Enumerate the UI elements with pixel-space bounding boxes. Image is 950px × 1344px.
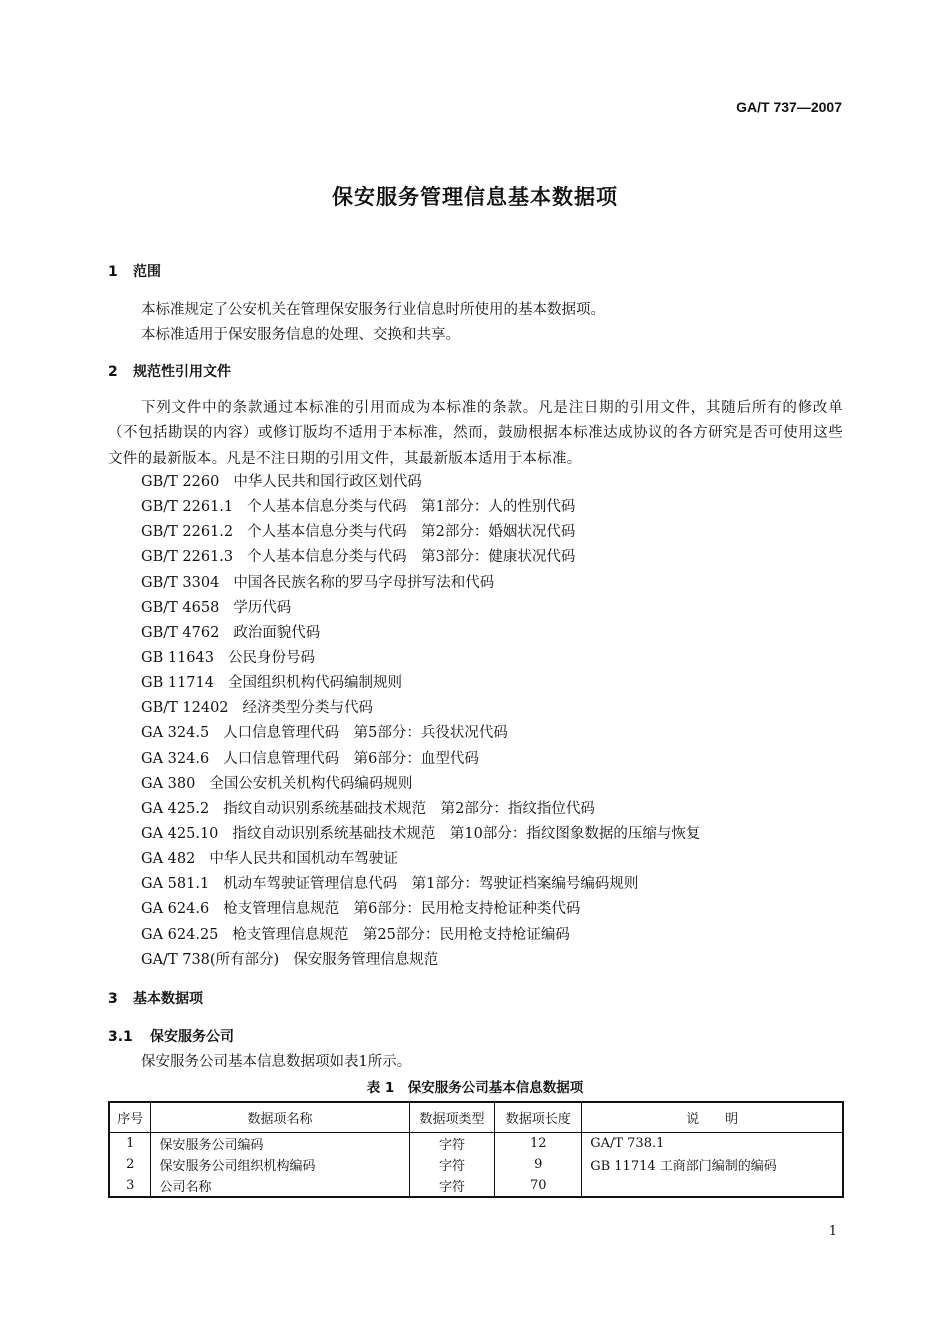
- reference-title: 公民身份号码: [227, 649, 315, 666]
- reference-code: GB/T 4762: [141, 624, 220, 641]
- table-row: [109, 1175, 843, 1197]
- reference-title: 经济类型分类与代码: [242, 700, 374, 717]
- cell-name: 保安服务公司编码: [151, 1133, 409, 1155]
- reference-code: GB/T 12402: [141, 700, 229, 717]
- cell-note: GA/T 738.1: [582, 1133, 843, 1155]
- reference-title: 枪支管理信息规范 第25部分：民用枪支持枪证编码: [232, 926, 570, 943]
- header-type: 数据项类型: [409, 1102, 495, 1133]
- reference-title: 个人基本信息分类与代码 第2部分：婚姻状况代码: [247, 524, 576, 541]
- reference-item: [141, 822, 700, 847]
- reference-item: [141, 772, 700, 797]
- cell-type: 字符: [409, 1175, 495, 1197]
- table-header-row: [109, 1102, 843, 1133]
- reference-item: [141, 847, 700, 872]
- reference-item: [141, 797, 700, 822]
- header-name: 数据项名称: [151, 1102, 409, 1133]
- scope-paragraph-1: 本标准规定了公安机关在管理保安服务行业信息时所使用的基本数据项。: [141, 302, 605, 318]
- reference-item: [141, 621, 700, 646]
- reference-item: [141, 646, 700, 671]
- cell-no: 1: [109, 1133, 151, 1155]
- reference-item: [141, 923, 700, 948]
- reference-title: 个人基本信息分类与代码 第1部分：人的性别代码: [247, 499, 576, 516]
- reference-code: GA/T 738(所有部分): [141, 951, 280, 968]
- reference-title: 机动车驾驶证管理信息代码 第1部分：驾驶证档案编号编码规则: [223, 876, 639, 893]
- reference-title: 指纹自动识别系统基础技术规范 第10部分：指纹图象数据的压缩与恢复: [232, 825, 701, 842]
- reference-code: GA 624.25: [141, 926, 219, 943]
- section-1-heading: [108, 261, 161, 281]
- reference-item: [141, 897, 700, 922]
- reference-item: [141, 520, 700, 545]
- reference-code: GA 581.1: [141, 876, 210, 893]
- reference-code: GB/T 4658: [141, 599, 220, 616]
- section-title: 范围: [133, 264, 161, 280]
- header-note: 说 明: [582, 1102, 843, 1133]
- reference-title: 人口信息管理代码 第6部分：血型代码: [223, 750, 479, 767]
- reference-code: GA 425.10: [141, 825, 219, 842]
- reference-item: [141, 721, 700, 746]
- reference-item: [141, 495, 700, 520]
- reference-title: 中华人民共和国机动车驾驶证: [209, 851, 398, 868]
- reference-item: [141, 596, 700, 621]
- reference-item: [141, 470, 700, 495]
- reference-item: [141, 696, 700, 721]
- reference-title: 指纹自动识别系统基础技术规范 第2部分：指纹指位代码: [223, 800, 595, 817]
- reference-item: [141, 545, 700, 570]
- table-caption: 表 1 保安服务公司基本信息数据项: [366, 1080, 584, 1096]
- reference-item: [141, 747, 700, 772]
- reference-code: GB 11714: [141, 675, 214, 692]
- data-items-table: [108, 1101, 844, 1198]
- standard-number: GA/T 737—2007: [736, 99, 842, 115]
- reference-code: GA 324.5: [141, 725, 210, 742]
- reference-title: 个人基本信息分类与代码 第3部分：健康状况代码: [247, 549, 576, 566]
- section-title: 规范性引用文件: [133, 364, 231, 380]
- reference-title: 全国组织机构代码编制规则: [227, 675, 402, 692]
- reference-code: GA 482: [141, 851, 196, 868]
- reference-title: 保安服务管理信息规范: [293, 951, 439, 968]
- section-number: 1: [108, 264, 118, 280]
- reference-item: [141, 948, 700, 973]
- reference-list: [141, 470, 700, 973]
- reference-code: GB/T 2261.2: [141, 524, 234, 541]
- cell-no: 2: [109, 1154, 151, 1175]
- header-length: 数据项长度: [495, 1102, 582, 1133]
- references-intro: 下列文件中的条款通过本标准的引用而成为本标准的条款。凡是注日期的引用文件，其随后所有的修改单（不包括勘误的内容）或修订版均不适用于本标准，然而，鼓励根据本标准达成协议的各方研究是否可使用这些文件的最新版本。凡是不注日期的引用文件，其最新版本适用于本标准。: [108, 400, 843, 467]
- section-number: 3: [108, 991, 118, 1007]
- reference-code: GB/T 2261.1: [141, 499, 234, 516]
- reference-code: GB/T 2261.3: [141, 549, 234, 566]
- reference-code: GA 425.2: [141, 800, 210, 817]
- reference-title: 学历代码: [233, 599, 292, 616]
- section-title: 基本数据项: [133, 991, 203, 1007]
- document-title: 保安服务管理信息基本数据项: [332, 185, 618, 209]
- reference-code: GA 624.6: [141, 901, 210, 918]
- reference-code: GB/T 2260: [141, 474, 220, 490]
- cell-type: 字符: [409, 1154, 495, 1175]
- reference-code: GB 11643: [141, 649, 214, 666]
- cell-note: GB 11714 工商部门编制的编码: [582, 1154, 843, 1175]
- cell-length: 70: [495, 1175, 582, 1197]
- cell-name: 公司名称: [151, 1175, 409, 1197]
- reference-title: 全国公安机关机构代码编码规则: [209, 775, 413, 792]
- section-number: 3.1: [108, 1029, 133, 1045]
- section-3-1-text: 保安服务公司基本信息数据项如表1所示。: [141, 1054, 412, 1070]
- cell-length: 12: [495, 1133, 582, 1155]
- cell-length: 9: [495, 1154, 582, 1175]
- cell-type: 字符: [409, 1133, 495, 1155]
- section-title: 保安服务公司: [150, 1029, 234, 1045]
- scope-paragraph-2: 本标准适用于保安服务信息的处理、交换和共享。: [141, 327, 460, 343]
- reference-item: [141, 671, 700, 696]
- reference-title: 中华人民共和国行政区划代码: [233, 474, 422, 490]
- reference-title: 枪支管理信息规范 第6部分：民用枪支持枪证种类代码: [223, 901, 581, 918]
- section-3-heading: [108, 988, 203, 1008]
- reference-code: GA 324.6: [141, 750, 210, 767]
- page-number: 1: [828, 1224, 837, 1239]
- table-row: [109, 1133, 843, 1155]
- cell-note: [582, 1175, 843, 1197]
- reference-title: 中国各民族名称的罗马字母拼写法和代码: [233, 574, 495, 591]
- reference-item: [141, 872, 700, 897]
- section-2-heading: [108, 361, 231, 381]
- cell-name: 保安服务公司组织机构编码: [151, 1154, 409, 1175]
- reference-item: [141, 571, 700, 596]
- section-number: 2: [108, 364, 118, 380]
- table-row: [109, 1154, 843, 1175]
- header-no: 序号: [109, 1102, 151, 1133]
- section-3-1-heading: [108, 1026, 234, 1046]
- reference-title: 政治面貌代码: [233, 624, 321, 641]
- cell-no: 3: [109, 1175, 151, 1197]
- table-body: [109, 1133, 843, 1198]
- reference-title: 人口信息管理代码 第5部分：兵役状况代码: [223, 725, 508, 742]
- reference-code: GA 380: [141, 775, 196, 792]
- reference-code: GB/T 3304: [141, 574, 220, 591]
